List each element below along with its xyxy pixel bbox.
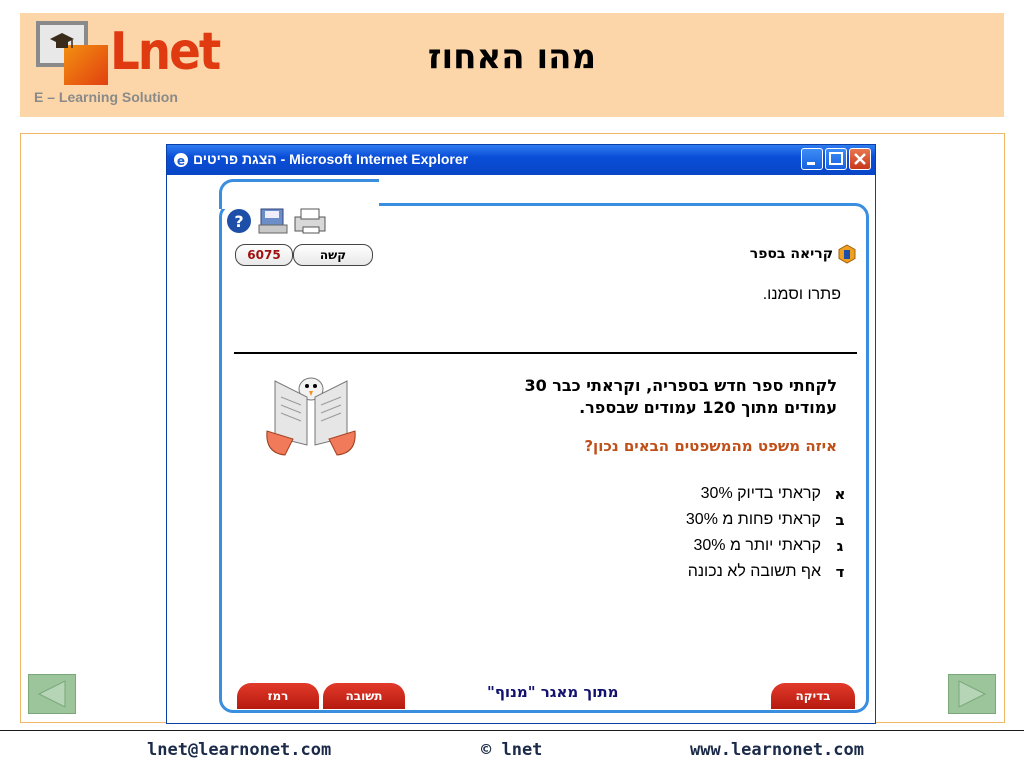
arrow-left-icon: [29, 675, 75, 713]
difficulty-badge: קשה: [293, 244, 373, 266]
option-letter: ד: [835, 563, 845, 581]
answer-button[interactable]: תשובה: [323, 683, 405, 709]
footer-copyright: © lnet: [481, 740, 543, 760]
ie-titlebar[interactable]: [167, 145, 875, 175]
window-title: הצגת פריטים - Microsoft Internet Explorer: [193, 151, 469, 167]
ie-window: [166, 144, 876, 724]
toolbar-icons: [225, 205, 335, 237]
option-text: קראתי יותר מ 30%: [693, 537, 821, 554]
arrow-right-icon: [949, 675, 995, 713]
instruction-text: פתרו וסמנו.: [762, 286, 841, 303]
ie-icon: [172, 151, 190, 169]
help-icon[interactable]: [227, 209, 251, 233]
previous-slide-button[interactable]: [28, 674, 76, 714]
answer-option-b[interactable]: [587, 507, 847, 533]
hint-button[interactable]: רמז: [237, 683, 319, 709]
source-label: מתוך מאגר "מנוף": [487, 683, 619, 701]
topic-label: קריאה בספר: [749, 246, 833, 262]
reading-bird-illustration: [263, 367, 359, 459]
option-text: קראתי בדיוק 30%: [700, 485, 821, 502]
topic-hexagon-icon: [837, 244, 857, 264]
slide-header: [20, 13, 1004, 117]
option-text: אף תשובה לא נכונה: [687, 563, 821, 580]
print-icon[interactable]: [295, 209, 325, 233]
option-letter: א: [834, 485, 846, 503]
logo-tagline: E – Learning Solution: [34, 89, 178, 105]
minimize-icon: [802, 149, 822, 169]
svg-text:e: e: [176, 154, 186, 168]
item-number-badge: 6075: [235, 244, 293, 266]
answer-option-c[interactable]: [587, 533, 847, 559]
option-letter: ג: [836, 537, 844, 555]
close-icon: [850, 149, 870, 169]
close-button[interactable]: [849, 148, 871, 170]
question-prompt: איזה משפט מהמשפטים הבאים נכון?: [584, 437, 837, 455]
next-slide-button[interactable]: [948, 674, 996, 714]
maximize-button[interactable]: [825, 148, 847, 170]
answer-option-a[interactable]: [587, 481, 847, 507]
minimize-button[interactable]: [801, 148, 823, 170]
check-button[interactable]: בדיקה: [771, 683, 855, 709]
page-title: מהו האחוז: [427, 37, 597, 77]
save-icon[interactable]: [259, 209, 287, 233]
option-letter: ב: [835, 511, 845, 529]
question-text: לקחתי ספר חדש בספריה, וקראתי כבר 30 עמודים מתוך 120 עמודים שבספר.: [524, 376, 837, 417]
topic-heading: [750, 244, 857, 264]
logo-text: Lnet: [110, 22, 220, 82]
option-text: קראתי פחות מ 30%: [685, 511, 821, 528]
footer-email[interactable]: lnet@learnonet.com: [147, 740, 332, 760]
svg-text:?: ?: [234, 212, 244, 231]
maximize-icon: [826, 149, 846, 169]
footer-website[interactable]: www.learnonet.com: [690, 740, 864, 760]
answer-options: [587, 481, 847, 585]
answer-option-d[interactable]: [587, 559, 847, 585]
footer-rule: [0, 730, 1024, 731]
divider-line: [234, 352, 857, 354]
